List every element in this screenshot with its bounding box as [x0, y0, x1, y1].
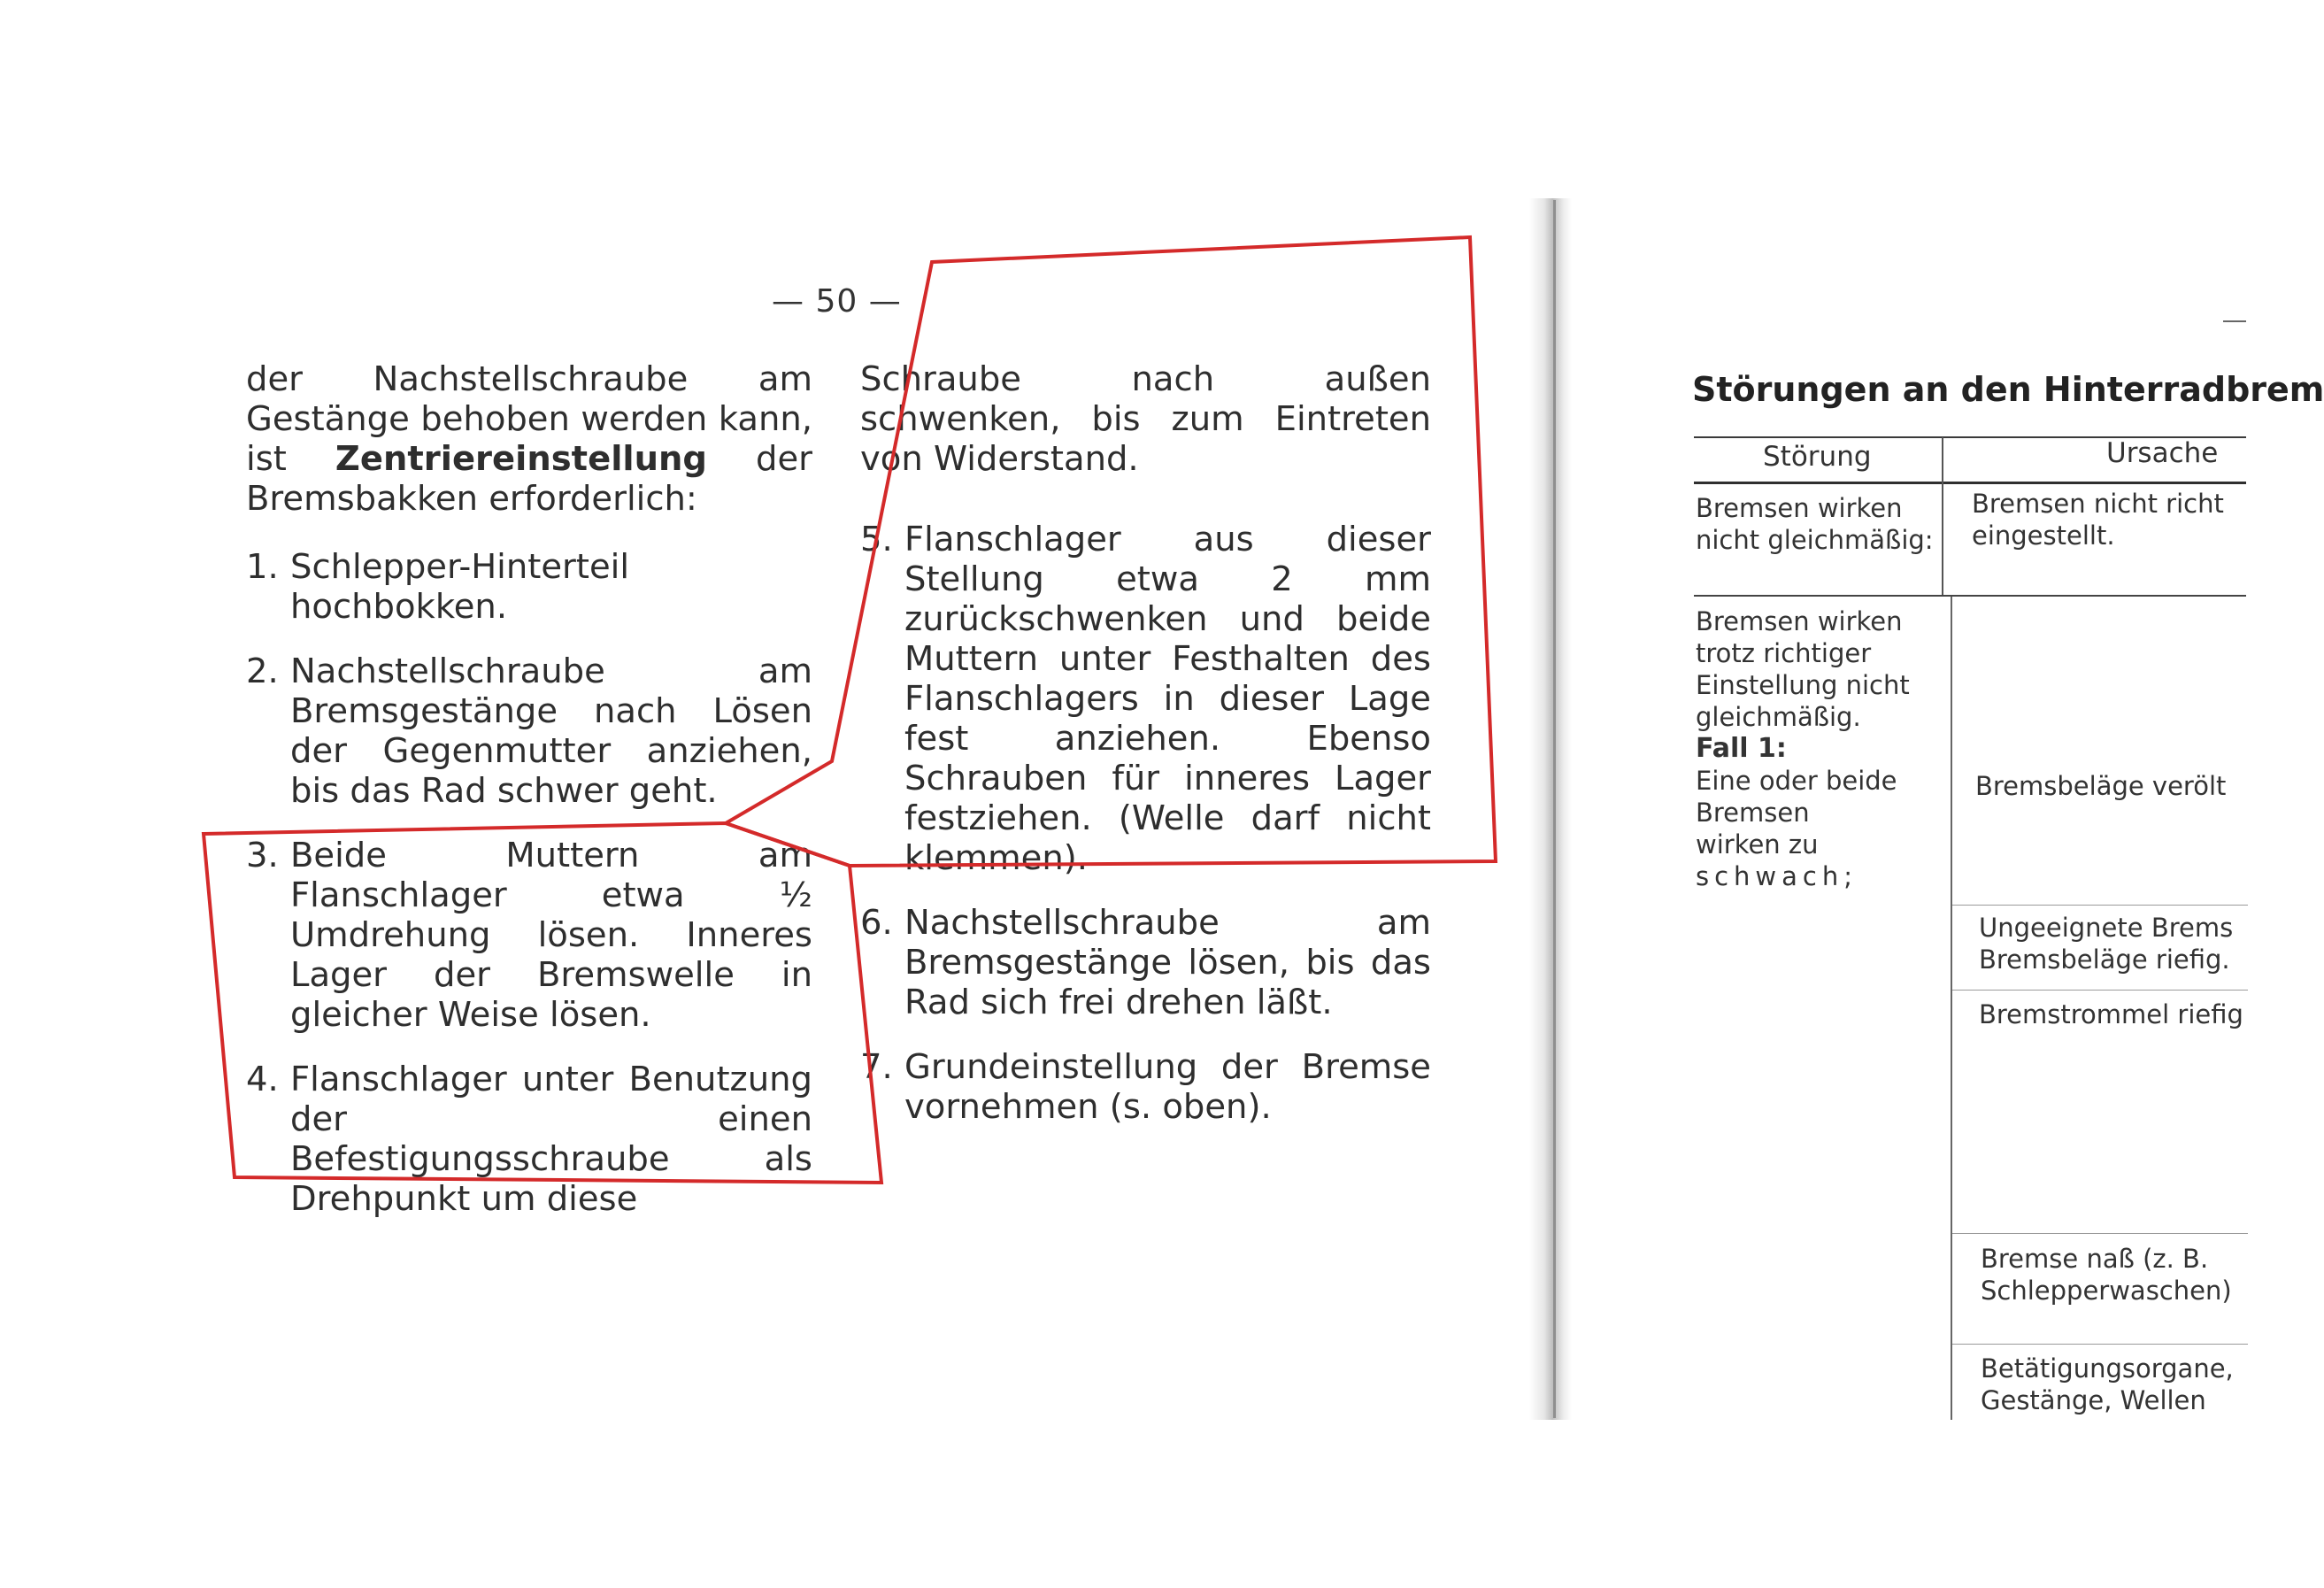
step-7: 7. Grundeinstellung der Bremse vornehmen (s. oben).	[860, 1047, 1431, 1127]
cause-bremstrommel: Bremstrommel riefig	[1979, 999, 2243, 1029]
step-2: 2. Nachstellschraube am Bremsgestänge nach Lösen der Gegenmutter anziehen, bis das Rad schwer geht.	[246, 651, 812, 811]
cause-rule	[1952, 990, 2248, 991]
step-3: 3. Beide Muttern am Flanschlager etwa ½ Umdrehung lösen. Inneres Lager der Bremswelle in gleicher Weise lösen.	[246, 836, 812, 1035]
row1-ursache: Bremsen nicht richt eingestellt.	[1972, 489, 2224, 551]
bold-term: Zentriereinstellung	[335, 439, 707, 479]
page-number-dash	[2223, 320, 2246, 322]
row1-stoerung: Bremsen wirken nicht gleichmäßig:	[1696, 493, 1934, 555]
intro-paragraph: der Nachstellschraube am Gestänge behoben werden kann, ist Zentriereinstellung der Bremsbakken erforderlich:	[246, 359, 812, 519]
cause-ungeeignete: Ungeeignete Brems Bremsbeläge riefig.	[1979, 913, 2234, 975]
cause-bremsbelaege-veroelt: Bremsbeläge verölt	[1975, 771, 2227, 801]
cause-rule	[1952, 1233, 2248, 1234]
book-gutter	[1529, 198, 1572, 1420]
row-rule	[1694, 595, 2246, 597]
column-header-ursache: Ursache	[2106, 437, 2219, 469]
right-column	[860, 359, 1431, 1152]
cause-rule	[1952, 1344, 2248, 1345]
column-divider	[1942, 437, 1943, 597]
page-number: — 50 —	[772, 283, 902, 320]
left-column	[246, 359, 812, 1244]
step-6: 6. Nachstellschraube am Bremsgestänge lösen, bis das Rad sich frei drehen läßt.	[860, 903, 1431, 1022]
gutter-line	[1553, 200, 1556, 1418]
cause-bremse-nass: Bremse naß (z. B. Schlepperwaschen)	[1981, 1244, 2232, 1306]
row2-stoerung: Bremsen wirken trotz richtiger Einstellung nicht gleichmäßig. Fall 1: Eine oder beide Bremsen wirken zu schwach;	[1696, 605, 1935, 892]
cause-rule	[1952, 905, 2248, 906]
column-header-stoerung: Störung	[1763, 441, 1872, 473]
step-5: 5. Flanschlager aus dieser Stellung etwa 2 mm zurückschwenken und beide Muttern unter Festhalten des Flanschlagers in dieser Lage fest anziehen. Ebenso Schrauben für inneres Lager festziehen. (Welle darf nicht klemmen).	[860, 520, 1431, 878]
step-1: 1. Schlepper-Hinterteil hochbokken.	[246, 547, 630, 627]
fall-label: Fall 1:	[1696, 733, 1787, 764]
cause-betaetigungsorgane: Betätigungsorgane, Gestänge, Wellen	[1981, 1353, 2234, 1415]
header-rule	[1694, 482, 2246, 484]
table-title: Störungen an den Hinterradbrem	[1692, 370, 2324, 409]
step-4: 4. Flanschlager unter Benutzung der einen Befestigungsschraube als Drehpunkt um diese	[246, 1060, 812, 1219]
step-4-continuation: Schraube nach außen schwenken, bis zum Eintreten von Widerstand.	[860, 359, 1431, 479]
column-divider-lower	[1951, 597, 1952, 1420]
